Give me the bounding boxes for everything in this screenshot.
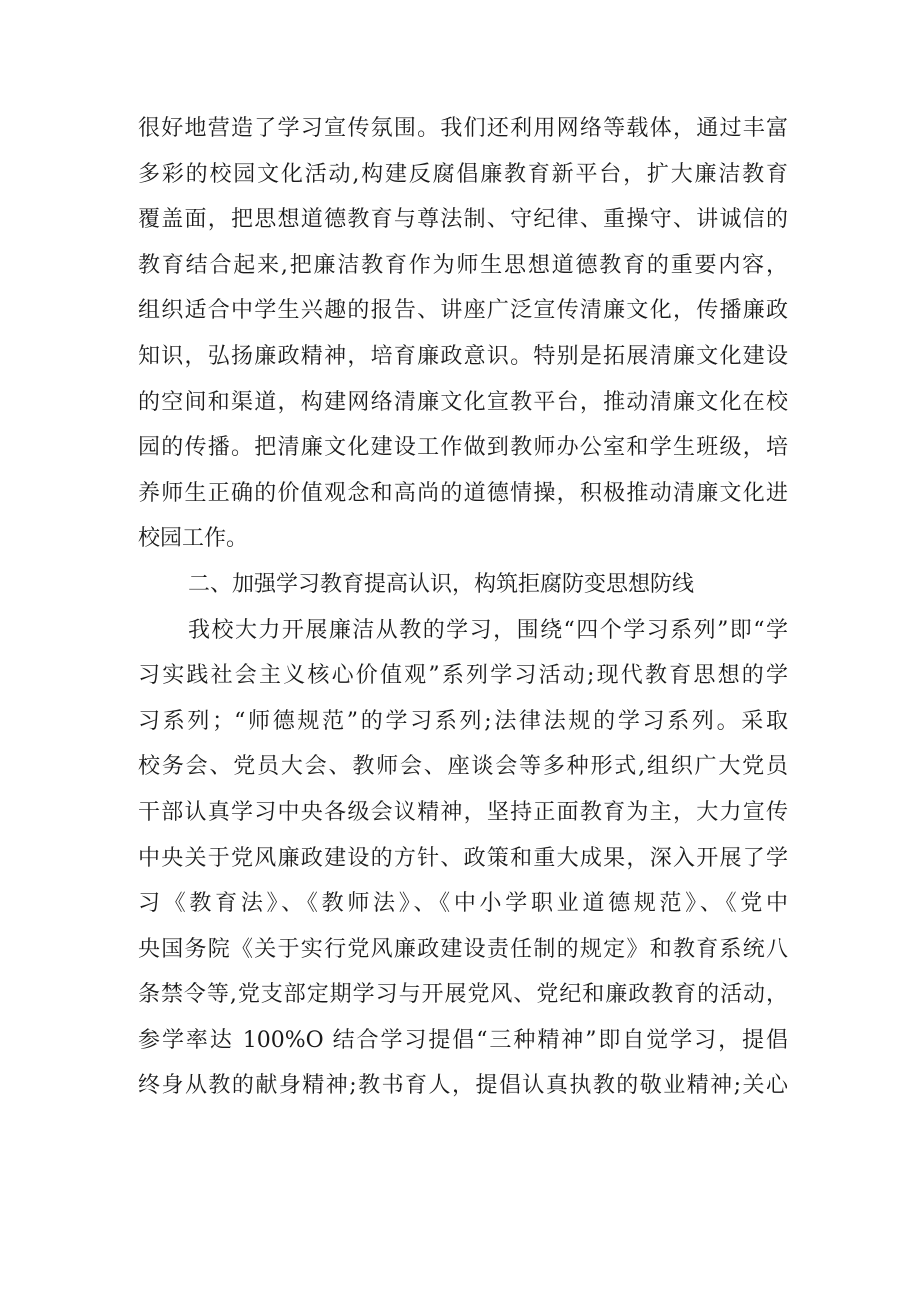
text-line: 校园工作。 <box>138 526 249 552</box>
text-line: 组织适合中学生兴趣的报告、讲座广泛宣传清廉文化，传播廉政 <box>138 298 788 324</box>
paragraph-first-line: 我校大力开展廉洁从教的学习，围绕“四个学习系列”即“学 <box>188 617 788 643</box>
text-line: 多彩的校园文化活动,构建反腐倡廉教育新平台，扩大廉洁教育 <box>138 161 788 187</box>
text-line: 养师生正确的价值观念和高尚的道德情操，积极推动清廉文化进 <box>138 480 788 506</box>
text-line: 参学率达 100%O 结合学习提倡“三种精神”即自觉学习，提倡 <box>138 1027 788 1053</box>
text-line: 干部认真学习中央各级会议精神，坚持正面教育为主，大力宣传 <box>138 799 788 825</box>
text-line: 习《教育法》、《教师法》、《中小学职业道德规范》、《党中 <box>138 891 788 917</box>
text-line: 习系列；“师德规范”的学习系列;法律法规的学习系列。采取 <box>138 708 788 734</box>
text-line: 中央关于党风廉政建设的方针、政策和重大成果，深入开展了学 <box>138 845 788 871</box>
text-line: 园的传播。把清廉文化建设工作做到教师办公室和学生班级，培 <box>138 435 788 461</box>
text-line: 校务会、党员大会、教师会、座谈会等多种形式,组织广大党员 <box>138 754 788 780</box>
text-line: 覆盖面，把思想道德教育与尊法制、守纪律、重操守、讲诚信的 <box>138 207 788 233</box>
text-line: 教育结合起来,把廉洁教育作为师生思想道德教育的重要内容， <box>138 252 788 278</box>
text-line: 条禁令等,党支部定期学习与开展党风、党纪和廉政教育的活动， <box>138 982 788 1008</box>
text-line: 央国务院《关于实行党风廉政建设责任制的规定》和教育系统八 <box>138 936 788 962</box>
document-body <box>138 106 788 1109</box>
text-line: 习实践社会主义核心价值观”系列学习活动;现代教育思想的学 <box>138 663 788 689</box>
section-heading: 二、加强学习教育提高认识，构筑拒腐防变思想防线 <box>188 571 695 597</box>
text-line: 知识，弘扬廉政精神，培育廉政意识。特别是拓展清廉文化建设 <box>138 343 788 369</box>
text-line: 终身从教的献身精神;教书育人，提倡认真执教的敬业精神;关心 <box>138 1073 788 1099</box>
text-line: 很好地营造了学习宣传氛围。我们还利用网络等载体，通过丰富 <box>138 116 788 141</box>
text-line: 的空间和渠道，构建网络清廉文化宣教平台，推动清廉文化在校 <box>138 389 788 415</box>
